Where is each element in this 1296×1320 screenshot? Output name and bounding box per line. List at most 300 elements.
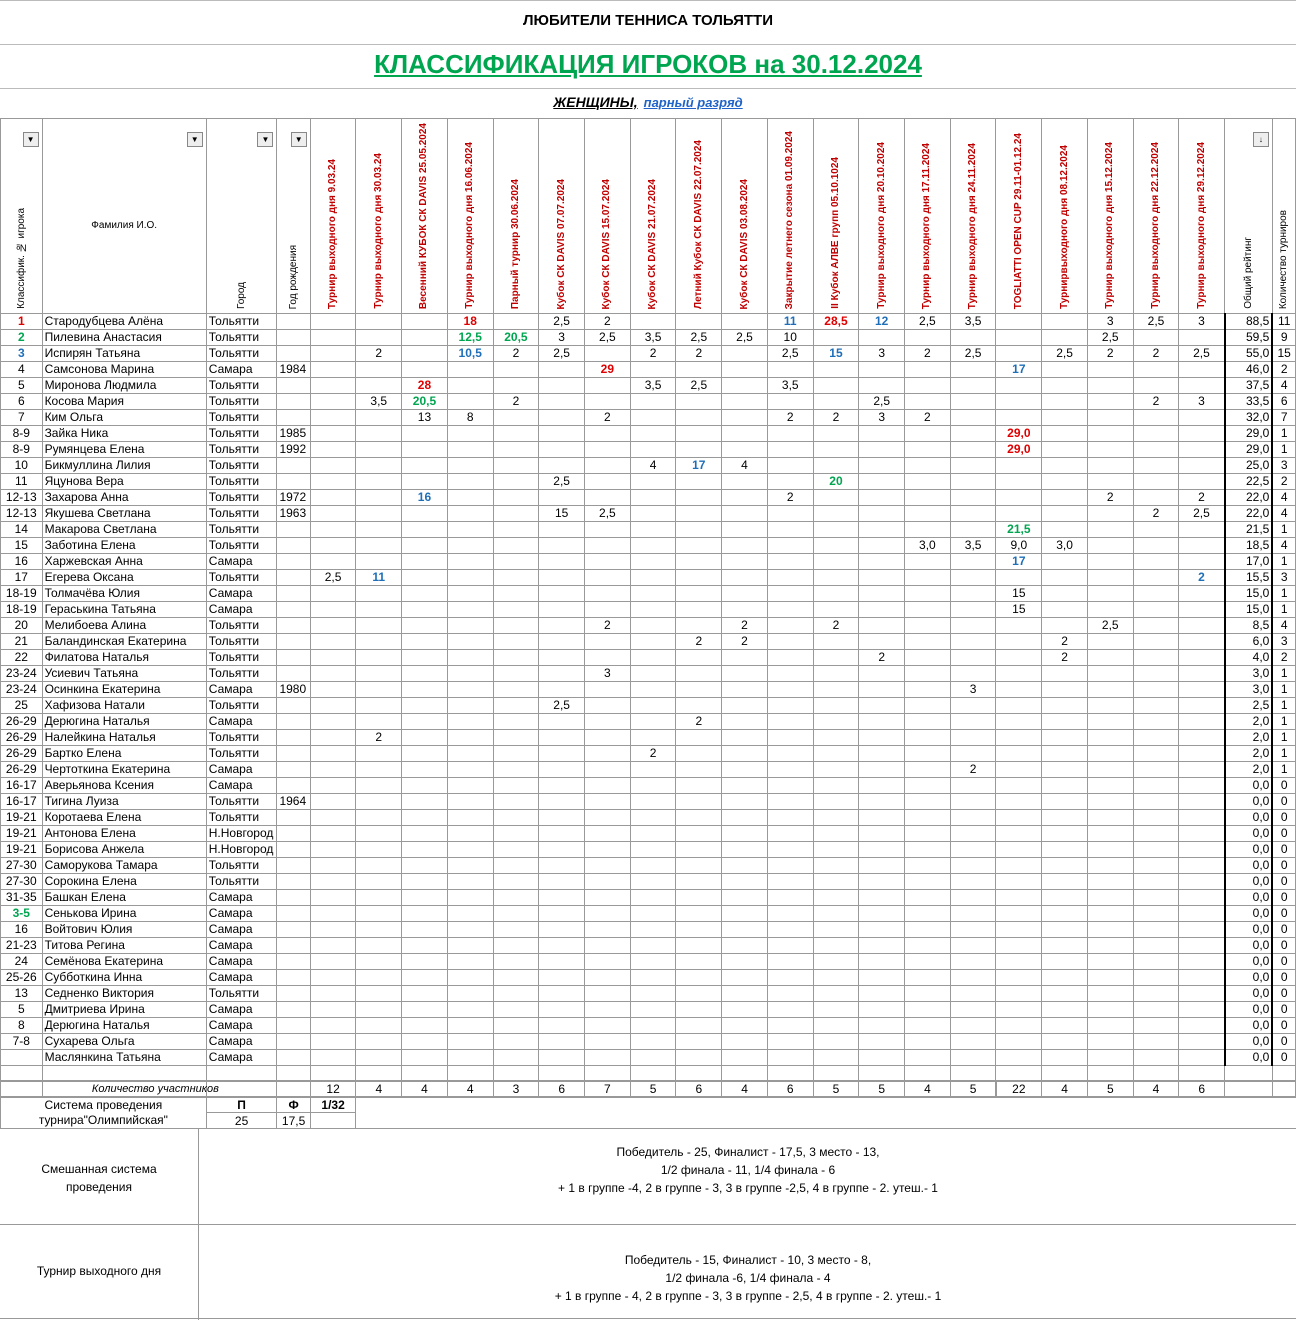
score-cell [493, 538, 539, 554]
score-cell [767, 810, 813, 826]
score-cell [493, 458, 539, 474]
table-row [1, 330, 1296, 346]
score-cell [722, 970, 768, 986]
score-cell [1133, 938, 1179, 954]
name-cell: Егерева Оксана [42, 570, 206, 586]
score-cell [813, 698, 859, 714]
score-cell [310, 506, 356, 522]
rank-cell: 16 [1, 554, 43, 570]
score-cell [402, 890, 448, 906]
score-cell [722, 986, 768, 1002]
city-cell: Самара [206, 602, 277, 618]
score-cell [996, 986, 1042, 1002]
score-cell [722, 1034, 768, 1050]
score-cell [356, 698, 402, 714]
score-cell [1087, 458, 1133, 474]
score-cell [447, 954, 493, 970]
count-cell: 1 [1272, 442, 1295, 458]
score-cell [722, 922, 768, 938]
score-cell [1087, 570, 1133, 586]
score-cell [722, 762, 768, 778]
tournament-header: Летний Кубок СК DAVIS 22.07.2024 [676, 119, 722, 314]
score-cell [676, 938, 722, 954]
score-cell [447, 778, 493, 794]
score-cell [813, 730, 859, 746]
score-cell [356, 362, 402, 378]
filter-dropdown-icon[interactable]: ▼ [23, 132, 39, 147]
total-cell: 0,0 [1225, 954, 1273, 970]
total-cell: 2,0 [1225, 714, 1273, 730]
total-cell: 0,0 [1225, 986, 1273, 1002]
score-cell [859, 858, 905, 874]
score-cell [493, 410, 539, 426]
score-cell [493, 1002, 539, 1018]
score-cell [996, 858, 1042, 874]
table-row [1, 874, 1296, 890]
count-cell: 0 [1272, 1002, 1295, 1018]
score-cell [585, 554, 631, 570]
total-cell: 3,0 [1225, 666, 1273, 682]
score-cell [447, 522, 493, 538]
score-cell [585, 1018, 631, 1034]
score-cell [1179, 698, 1225, 714]
city-cell: Самара [206, 1050, 277, 1066]
total-cell: 18,5 [1225, 538, 1273, 554]
count-cell: 0 [1272, 778, 1295, 794]
count-cell: 1 [1272, 666, 1295, 682]
score-cell [1179, 858, 1225, 874]
total-cell: 21,5 [1225, 522, 1273, 538]
score-cell [996, 794, 1042, 810]
score-cell [950, 986, 996, 1002]
score-cell [1133, 570, 1179, 586]
score-cell [813, 602, 859, 618]
count-cell: 0 [1272, 810, 1295, 826]
table-row [1, 314, 1296, 330]
system-label-1: Система проведения [1, 1097, 207, 1113]
score-cell [493, 522, 539, 538]
participants-count: 5 [950, 1081, 996, 1097]
score-cell: 2,5 [722, 330, 768, 346]
score-cell [950, 522, 996, 538]
score-cell [905, 906, 951, 922]
name-cell: Бартко Елена [42, 746, 206, 762]
score-cell [447, 474, 493, 490]
score-cell [1133, 586, 1179, 602]
rank-cell: 24 [1, 954, 43, 970]
score-cell [1042, 906, 1088, 922]
participants-count: 6 [1179, 1081, 1225, 1097]
count-cell: 1 [1272, 730, 1295, 746]
score-cell [722, 1050, 768, 1066]
city-cell: Тольятти [206, 458, 277, 474]
score-cell [1133, 682, 1179, 698]
filter-dropdown-icon[interactable]: ▼ [257, 132, 273, 147]
score-cell [767, 1002, 813, 1018]
tournament-header: TOGLIATTI OPEN CUP 29.11-01.12.24 [996, 119, 1042, 314]
count-cell: 1 [1272, 746, 1295, 762]
score-cell [1179, 778, 1225, 794]
discipline-link[interactable]: парный разряд [643, 95, 743, 110]
score-cell [950, 378, 996, 394]
count-cell: 4 [1272, 490, 1295, 506]
score-cell [1042, 586, 1088, 602]
total-cell: 3,0 [1225, 682, 1273, 698]
score-cell [1042, 506, 1088, 522]
year-cell [277, 970, 310, 986]
score-cell [950, 650, 996, 666]
score-cell [310, 602, 356, 618]
score-cell [310, 458, 356, 474]
score-cell [493, 906, 539, 922]
score-cell [950, 426, 996, 442]
score-cell [859, 810, 905, 826]
score-cell [813, 586, 859, 602]
score-cell [722, 874, 768, 890]
score-cell [1179, 650, 1225, 666]
score-cell [950, 922, 996, 938]
rank-cell: 8 [1, 1018, 43, 1034]
year-cell [277, 314, 310, 330]
score-cell [676, 1018, 722, 1034]
total-cell: 0,0 [1225, 858, 1273, 874]
score-cell [767, 618, 813, 634]
score-cell [356, 506, 402, 522]
tournament-header: Турнир выходного дня 29.12.2024 [1179, 119, 1225, 314]
name-cell: Мелибоева Алина [42, 618, 206, 634]
score-cell [539, 586, 585, 602]
score-cell: 2,5 [767, 346, 813, 362]
year-cell: 1992 [277, 442, 310, 458]
score-cell: 3,5 [950, 314, 996, 330]
score-cell [447, 762, 493, 778]
score-cell [1179, 330, 1225, 346]
participants-count: 7 [585, 1081, 631, 1097]
score-cell: 2 [585, 410, 631, 426]
year-cell [277, 922, 310, 938]
score-cell [722, 346, 768, 362]
score-cell [1087, 826, 1133, 842]
score-cell: 4 [722, 458, 768, 474]
score-cell [356, 618, 402, 634]
year-cell [277, 1018, 310, 1034]
score-cell [1179, 746, 1225, 762]
score-cell [859, 554, 905, 570]
participants-count: 4 [1133, 1081, 1179, 1097]
score-cell [813, 458, 859, 474]
score-cell [905, 746, 951, 762]
score-cell [905, 1034, 951, 1050]
city-cell: Самара [206, 714, 277, 730]
score-cell [996, 458, 1042, 474]
city-cell: Тольятти [206, 538, 277, 554]
score-cell [859, 842, 905, 858]
total-cell: 0,0 [1225, 778, 1273, 794]
score-cell [1179, 1050, 1225, 1066]
score-cell [722, 954, 768, 970]
score-cell [722, 698, 768, 714]
score-cell: 2,5 [950, 346, 996, 362]
name-cell: Борисова Анжела [42, 842, 206, 858]
score-cell [1133, 650, 1179, 666]
score-cell [813, 522, 859, 538]
score-cell [1179, 538, 1225, 554]
score-cell [1087, 730, 1133, 746]
score-cell [539, 1018, 585, 1034]
rank-cell: 26-29 [1, 746, 43, 762]
score-cell [630, 826, 676, 842]
score-cell [539, 554, 585, 570]
score-cell [996, 714, 1042, 730]
score-cell [585, 490, 631, 506]
subtitle [0, 94, 1296, 110]
table-row [1, 826, 1296, 842]
score-cell [447, 698, 493, 714]
score-cell [722, 890, 768, 906]
score-cell [493, 634, 539, 650]
score-cell [447, 1002, 493, 1018]
name-cell: Якушева Светлана [42, 506, 206, 522]
score-cell [585, 634, 631, 650]
count-cell: 2 [1272, 474, 1295, 490]
score-cell [585, 346, 631, 362]
table-row [1, 506, 1296, 522]
total-cell: 15,0 [1225, 586, 1273, 602]
score-cell [585, 890, 631, 906]
filter-dropdown-icon[interactable]: ▼ [187, 132, 203, 147]
score-cell [859, 442, 905, 458]
score-cell [859, 1002, 905, 1018]
score-cell [950, 362, 996, 378]
score-cell [539, 986, 585, 1002]
score-cell [905, 874, 951, 890]
total-cell: 4,0 [1225, 650, 1273, 666]
score-cell [356, 602, 402, 618]
total-cell: 17,0 [1225, 554, 1273, 570]
score-cell [356, 826, 402, 842]
score-cell: 20,5 [493, 330, 539, 346]
score-cell [950, 858, 996, 874]
score-cell [905, 650, 951, 666]
total-cell: 0,0 [1225, 906, 1273, 922]
rank-cell: 26-29 [1, 714, 43, 730]
score-cell [356, 762, 402, 778]
score-cell [1179, 554, 1225, 570]
score-cell [539, 650, 585, 666]
total-cell: 0,0 [1225, 1050, 1273, 1066]
score-cell [539, 906, 585, 922]
score-cell [356, 1002, 402, 1018]
total-cell: 8,5 [1225, 618, 1273, 634]
score-cell [447, 970, 493, 986]
score-cell: 12 [859, 314, 905, 330]
table-row [1, 410, 1296, 426]
name-cell: Маслянкина Татьяна [42, 1050, 206, 1066]
rank-cell: 5 [1, 378, 43, 394]
score-cell [767, 570, 813, 586]
table-row [1, 394, 1296, 410]
score-cell [310, 330, 356, 346]
city-cell: Тольятти [206, 650, 277, 666]
city-cell: Тольятти [206, 570, 277, 586]
score-cell [1087, 1002, 1133, 1018]
score-cell [630, 970, 676, 986]
table-row [1, 890, 1296, 906]
system-row-1 [1, 1097, 1296, 1113]
score-cell [493, 682, 539, 698]
score-cell [310, 938, 356, 954]
score-cell [767, 538, 813, 554]
score-cell [1087, 778, 1133, 794]
score-cell: 2 [859, 650, 905, 666]
score-cell [813, 954, 859, 970]
score-cell [676, 746, 722, 762]
score-cell [905, 586, 951, 602]
score-cell [539, 394, 585, 410]
city-header: ▼ Город [206, 119, 277, 314]
score-cell [585, 810, 631, 826]
score-cell [1133, 730, 1179, 746]
score-cell [996, 906, 1042, 922]
score-cell [1042, 1018, 1088, 1034]
score-cell [676, 442, 722, 458]
tournament-header: Кубок СК DAVIS 15.07.2024 [585, 119, 631, 314]
score-cell [813, 650, 859, 666]
score-cell [722, 682, 768, 698]
score-cell: 3,0 [905, 538, 951, 554]
score-cell [1087, 922, 1133, 938]
city-cell: Тольятти [206, 730, 277, 746]
score-cell [310, 378, 356, 394]
score-cell [859, 906, 905, 922]
score-cell [1133, 442, 1179, 458]
score-cell [1087, 634, 1133, 650]
score-cell [1087, 586, 1133, 602]
rank-header: ▼ Классифик. № игрока [1, 119, 43, 314]
score-cell [1042, 730, 1088, 746]
score-cell [493, 826, 539, 842]
score-cell: 28,5 [813, 314, 859, 330]
score-cell [722, 906, 768, 922]
score-cell [676, 650, 722, 666]
score-cell [676, 426, 722, 442]
score-cell [1133, 618, 1179, 634]
city-cell: Тольятти [206, 698, 277, 714]
score-cell: 2,5 [539, 346, 585, 362]
score-cell [813, 874, 859, 890]
score-cell [493, 490, 539, 506]
score-cell [402, 570, 448, 586]
rank-cell: 20 [1, 618, 43, 634]
score-cell [767, 842, 813, 858]
score-cell [310, 682, 356, 698]
score-cell [310, 554, 356, 570]
table-row [1, 922, 1296, 938]
score-cell [996, 410, 1042, 426]
table-row [1, 986, 1296, 1002]
score-cell [447, 858, 493, 874]
score-cell [722, 554, 768, 570]
total-cell: 22,5 [1225, 474, 1273, 490]
score-cell [356, 378, 402, 394]
score-cell [493, 1050, 539, 1066]
org-title: ЛЮБИТЕЛИ ТЕННИСА ТОЛЬЯТТИ [523, 12, 773, 29]
sort-dropdown-icon[interactable]: ↓ [1253, 132, 1269, 147]
total-cell: 22,0 [1225, 490, 1273, 506]
score-cell [585, 586, 631, 602]
score-cell [630, 874, 676, 890]
name-cell: Семёнова Екатерина [42, 954, 206, 970]
rank-cell: 27-30 [1, 874, 43, 890]
score-cell [1042, 810, 1088, 826]
name-cell: Чертоткина Екатерина [42, 762, 206, 778]
round-label: 1/32 [310, 1097, 356, 1113]
score-cell [996, 746, 1042, 762]
score-cell [950, 698, 996, 714]
score-cell [630, 858, 676, 874]
score-cell [585, 714, 631, 730]
rank-cell: 8-9 [1, 442, 43, 458]
score-cell [1133, 490, 1179, 506]
table-row [1, 474, 1296, 490]
score-cell [630, 410, 676, 426]
score-cell [310, 1018, 356, 1034]
score-cell [402, 442, 448, 458]
score-cell [356, 842, 402, 858]
score-cell [950, 938, 996, 954]
score-cell [630, 522, 676, 538]
count-cell: 0 [1272, 842, 1295, 858]
score-cell [996, 394, 1042, 410]
score-cell [996, 826, 1042, 842]
score-cell [1179, 762, 1225, 778]
city-cell: Тольятти [206, 666, 277, 682]
rank-cell: 5 [1, 1002, 43, 1018]
score-cell [1179, 826, 1225, 842]
score-cell [859, 1050, 905, 1066]
year-cell [277, 458, 310, 474]
table-row [1, 586, 1296, 602]
score-cell [310, 810, 356, 826]
score-cell [813, 666, 859, 682]
score-cell [767, 1034, 813, 1050]
filter-dropdown-icon[interactable]: ▼ [291, 132, 307, 147]
total-cell: 59,5 [1225, 330, 1273, 346]
year-cell [277, 378, 310, 394]
score-cell [402, 842, 448, 858]
score-cell [402, 762, 448, 778]
score-cell: 29 [585, 362, 631, 378]
rank-cell: 16 [1, 922, 43, 938]
score-cell [585, 874, 631, 890]
year-cell [277, 986, 310, 1002]
score-cell: 3 [859, 410, 905, 426]
weekend-text: Победитель - 15, Финалист - 10, 3 место - 8, 1/2 финала -6, 1/4 финала - 4 + 1 в группе - 4, 2 в группе - 3, 3 в группе - 2,5, 4 в группе - 2. утеш.- 1 [554, 1253, 942, 1303]
score-cell [1179, 986, 1225, 1002]
total-cell: 37,5 [1225, 378, 1273, 394]
score-cell [905, 842, 951, 858]
total-cell: 46,0 [1225, 362, 1273, 378]
score-cell [996, 490, 1042, 506]
score-cell [722, 1018, 768, 1034]
total-cell: 0,0 [1225, 922, 1273, 938]
score-cell [310, 1034, 356, 1050]
score-cell [1087, 986, 1133, 1002]
score-cell: 3,0 [1042, 538, 1088, 554]
score-cell [630, 794, 676, 810]
score-cell [1133, 634, 1179, 650]
score-cell [859, 426, 905, 442]
